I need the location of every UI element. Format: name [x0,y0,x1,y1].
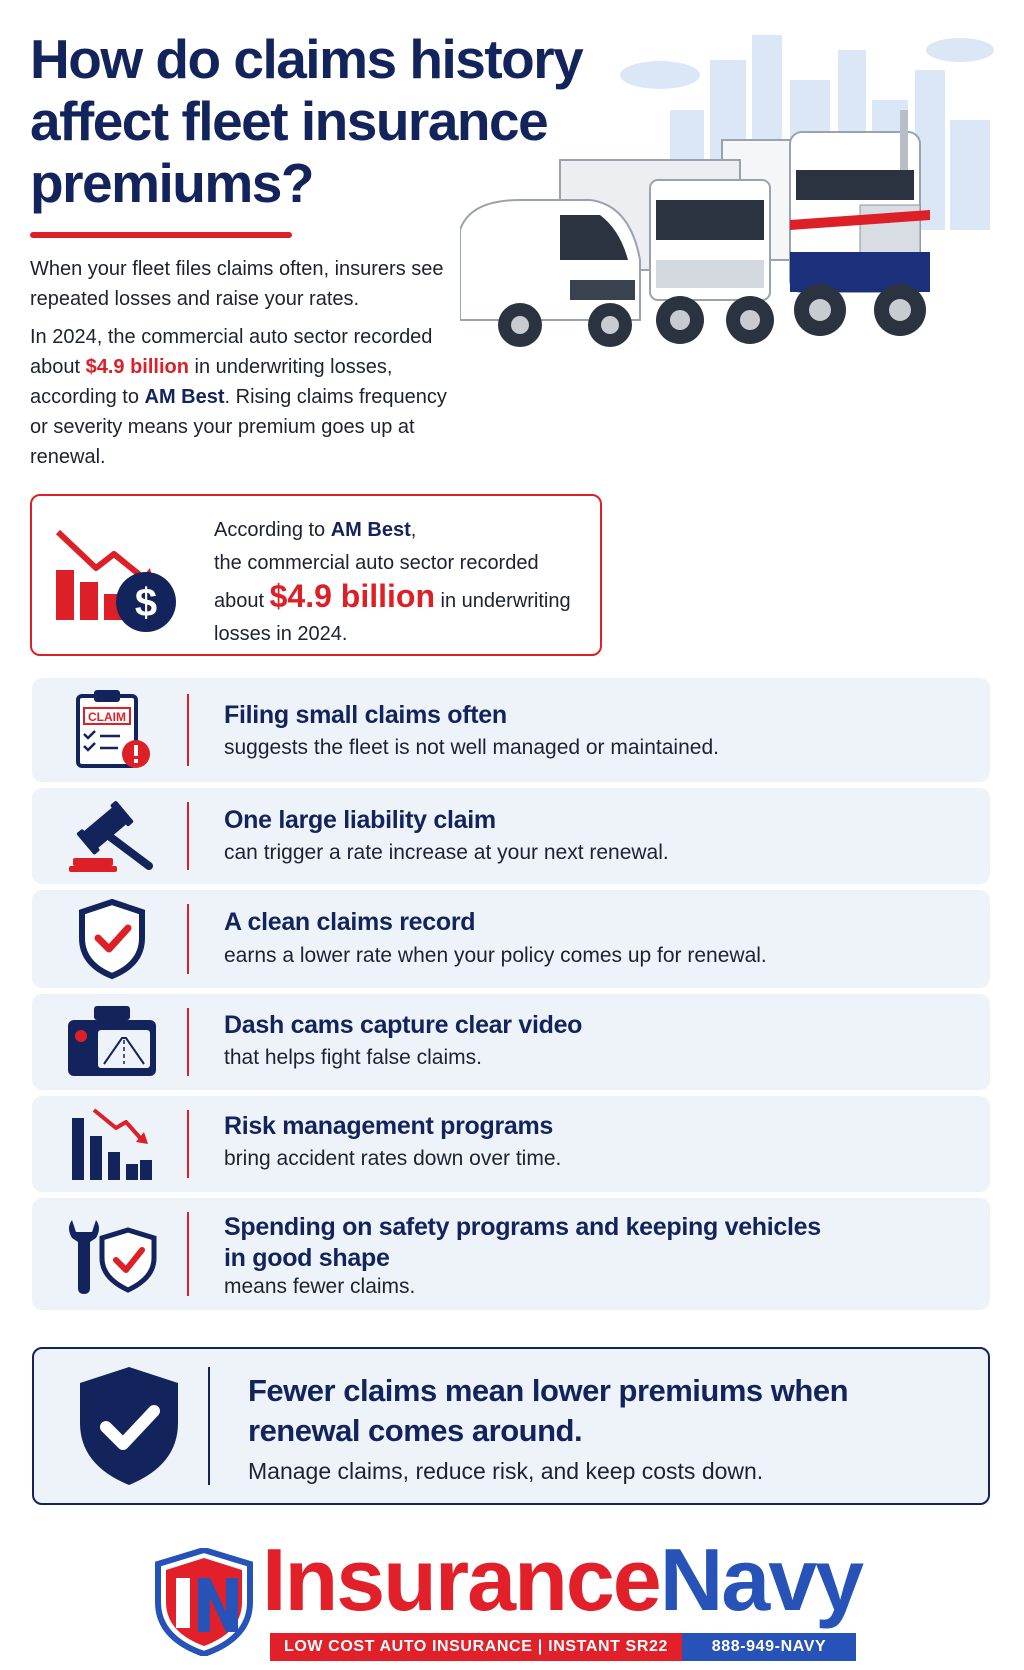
card-divider [187,1110,189,1178]
stat-line: the commercial auto sector recorded [214,552,539,574]
callout-description: Manage claims, reduce risk, and keep costs down. [248,1458,764,1484]
stat-amount: $4.9 billion [269,578,435,614]
chart-down-dollar-icon [56,518,186,636]
summary-callout [32,1347,990,1505]
hero-section [0,0,1024,480]
logo-phone[interactable]: 888-949-NAVY [682,1633,856,1661]
fleet-trucks-illustration [460,20,1020,370]
title-underline [30,232,292,238]
logo-tagline [270,1633,682,1661]
bar-chart-down-icon [52,1104,172,1184]
intro-text [30,254,470,480]
intro-text-part: . Rising claims frequency or severity means your premium goes up at renewal. [30,386,447,468]
tagline-separator: | [537,1638,543,1655]
card-divider [187,1008,189,1076]
dash-cam-icon [52,1002,172,1082]
factor-card-clean-record [32,890,990,988]
card-description: means fewer claims. [224,1275,416,1298]
am-best-stat-box [30,494,602,656]
intro-paragraph-1: When your fleet files claims often, insurers see repeated losses and raise your rates. [30,258,444,310]
svg-text:$: $ [134,581,158,625]
stat-line: losses in 2024. [214,623,348,645]
claim-clipboard-icon [52,688,172,772]
card-divider [187,694,189,766]
tagline-sr22: INSTANT SR22 [548,1638,668,1655]
factor-card-safety-programs [32,1198,990,1310]
card-heading: Dash cams capture clear video [224,1011,583,1039]
factor-card-small-claims [32,678,990,782]
intro-amount: $4.9 billion [85,356,189,378]
factor-card-risk-management [32,1096,990,1192]
card-divider [187,802,189,870]
card-heading: A clean claims record [224,908,476,936]
card-heading: Filing small claims often [224,701,507,729]
card-heading: Risk management programs [224,1112,554,1140]
logo-wordmark [262,1530,862,1630]
factor-card-dash-cams [32,994,990,1090]
gavel-icon [52,796,172,876]
stat-text [214,514,599,651]
card-description: suggests the fleet is not well managed or maintained. [224,736,719,759]
intro-text-part: in underwriting losses, according to [30,356,393,408]
card-heading: Spending on safety programs and keeping vehicles in good shape [224,1213,821,1272]
card-description: can trigger a rate increase at your next renewal. [224,841,669,864]
stat-text-part: , [410,519,417,541]
shield-check-icon [52,898,172,980]
factor-card-large-liability [32,788,990,884]
logo-word-navy: Navy [659,1530,863,1629]
logo-word-insurance: Insurance [262,1530,660,1629]
logo-tagline-bar [270,1633,856,1661]
card-description: earns a lower rate when your policy comes up for renewal. [224,944,767,967]
stat-source: AM Best [330,519,411,541]
tagline-auto-insurance: LOW COST AUTO INSURANCE [284,1638,533,1655]
intro-text-part: In 2024, the commercial auto sector recorded about [30,326,433,378]
stat-text-part: According to [214,519,331,541]
insurance-navy-shield-icon [154,1548,254,1656]
card-description: that helps fight false claims. [224,1046,482,1069]
wrench-shield-icon [52,1210,172,1298]
card-heading: One large liability claim [224,806,496,834]
insurance-navy-logo [150,1530,890,1660]
callout-divider [208,1367,210,1485]
callout-heading: Fewer claims mean lower premiums when renewal comes around. [248,1373,849,1448]
cargo-van [460,200,640,347]
card-divider [187,904,189,974]
shield-check-icon [64,1361,194,1491]
intro-paragraph-2 [30,322,470,472]
card-description: bring accident rates down over time. [224,1147,562,1170]
stat-text-part: in underwriting [434,590,571,612]
intro-source: AM Best [144,386,225,408]
claim-label: CLAIM [88,710,126,724]
page-title: How do claims history affect fleet insurance premiums? [30,28,583,214]
stat-text-part: about [214,590,270,612]
card-divider [187,1212,189,1296]
